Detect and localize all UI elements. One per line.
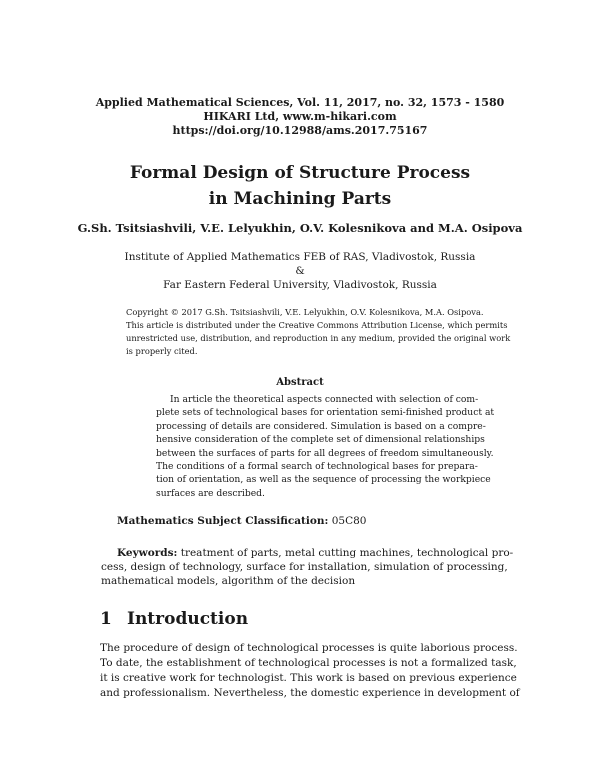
affiliations bbox=[0, 250, 600, 292]
copyright-notice bbox=[126, 306, 511, 358]
copyright-line: is properly cited. bbox=[126, 346, 198, 356]
publisher-line: HIKARI Ltd, www.m-hikari.com bbox=[203, 110, 397, 123]
authors: G.Sh. Tsitsiashvili, V.E. Lelyukhin, O.V. Kolesnikova and M.A. Osipova bbox=[77, 221, 523, 235]
abstract-line: The conditions of a formal search of technological bases for prepara- bbox=[156, 461, 478, 473]
affiliation-1: Institute of Applied Mathematics FEB of RAS, Vladivostok, Russia bbox=[124, 251, 476, 263]
intro-line: The procedure of design of technological processes is quite laborious process. bbox=[100, 642, 518, 654]
abstract-body bbox=[156, 393, 495, 500]
affiliation-ampersand: & bbox=[295, 265, 305, 277]
intro-line: To date, the establishment of technological processes is not a formalized task, bbox=[100, 657, 517, 669]
abstract-line: between the surfaces of parts for all degrees of freedom simultaneously. bbox=[156, 447, 494, 459]
abstract-line: plete sets of technological bases for orientation semi-finished product at bbox=[156, 407, 495, 419]
copyright-line: Copyright © 2017 G.Sh. Tsitsiashvili, V.E. Lelyukhin, O.V. Kolesnikova, M.A. Osipova. bbox=[126, 307, 484, 317]
section-number: 1 bbox=[100, 609, 112, 629]
abstract-line: hensive consideration of the complete set of dimensional relationships bbox=[156, 434, 485, 446]
title-line-1: Formal Design of Structure Process bbox=[129, 163, 471, 183]
copyright-line: This article is distributed under the Creative Commons Attribution License, which permits bbox=[126, 320, 508, 330]
journal-header bbox=[0, 96, 600, 138]
copyright-line: unrestricted use, distribution, and reproduction in any medium, provided the original work bbox=[126, 333, 511, 343]
msc-value: 05C80 bbox=[331, 515, 367, 527]
abstract-line: surfaces are described. bbox=[156, 487, 265, 499]
section-title: Introduction bbox=[127, 609, 249, 629]
title-line-2: in Machining Parts bbox=[208, 189, 392, 209]
keywords-first-line bbox=[117, 546, 514, 560]
msc-label: Mathematics Subject Classification: bbox=[117, 515, 329, 527]
section-heading bbox=[100, 609, 248, 629]
keywords-line: mathematical models, algorithm of the decision bbox=[101, 575, 356, 587]
intro-line: it is creative work for technologist. This work is based on previous experience bbox=[100, 672, 517, 684]
keywords-label: Keywords: bbox=[117, 547, 178, 559]
doi-line: https://doi.org/10.12988/ams.2017.75167 bbox=[172, 124, 428, 137]
keywords bbox=[101, 546, 514, 588]
affiliation-2: Far Eastern Federal University, Vladivostok, Russia bbox=[163, 279, 437, 291]
msc-classification bbox=[117, 515, 367, 527]
keywords-text: treatment of parts, metal cutting machines, technological pro- bbox=[180, 547, 514, 559]
abstract-line: In article the theoretical aspects connected with selection of com- bbox=[170, 394, 479, 405]
keywords-line: cess, design of technology, surface for installation, simulation of processing, bbox=[101, 561, 508, 573]
journal-line: Applied Mathematical Sciences, Vol. 11, 2017, no. 32, 1573 - 1580 bbox=[95, 96, 505, 109]
paper-title bbox=[0, 160, 600, 212]
abstract-line: processing of details are considered. Simulation is based on a compre- bbox=[156, 420, 486, 432]
introduction-body bbox=[100, 641, 520, 701]
intro-line: and professionalism. Nevertheless, the domestic experience in development of bbox=[100, 687, 520, 699]
abstract-heading: Abstract bbox=[276, 377, 324, 388]
abstract-line: tion of orientation, as well as the sequence of processing the workpiece bbox=[156, 474, 491, 486]
